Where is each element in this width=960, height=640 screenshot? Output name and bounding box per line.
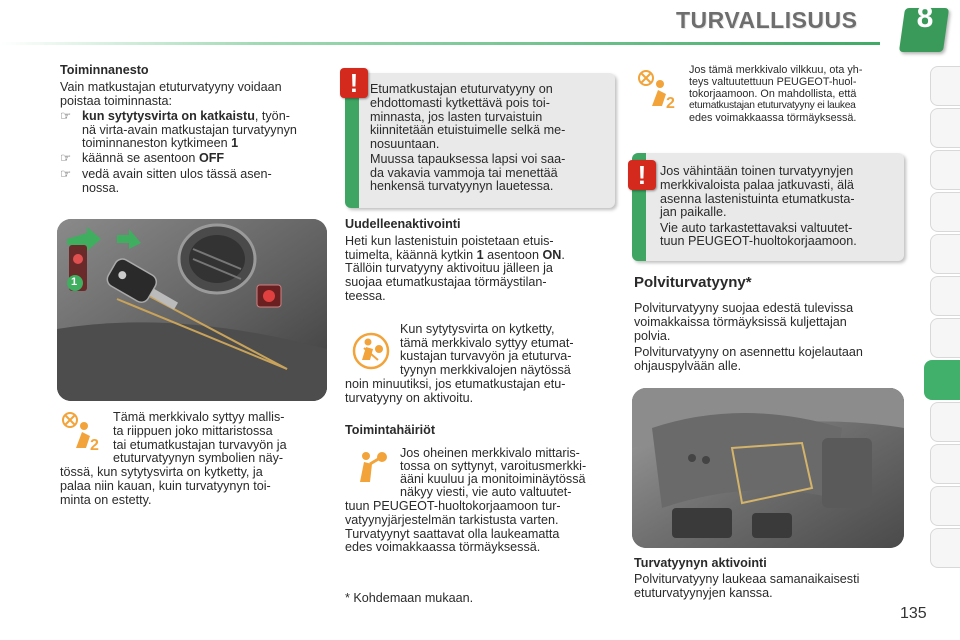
footnote: * Kohdemaan mukaan. <box>345 591 474 605</box>
airbag-fault-icon <box>352 448 392 492</box>
side-tab-active[interactable] <box>924 360 960 400</box>
warning-line: Vie auto tarkastettavaksi valtuutet- <box>660 221 853 235</box>
pointing-hand-icon: ☞ <box>60 109 72 123</box>
chapter-number: 8 <box>916 1 934 34</box>
body-line: suojaa etumatkustajaa törmäystilan- <box>345 275 547 289</box>
side-tab[interactable] <box>930 108 960 148</box>
body-line: etuturvatyynyjen kanssa. <box>634 586 773 600</box>
blink-text-line: tokorjaamoon. On mahdollista, että <box>689 88 857 100</box>
side-tab[interactable] <box>930 318 960 358</box>
bullet-text: nossa. <box>82 181 120 195</box>
fault-text-line: ääni kuuluu ja monitoiminäytössä <box>400 472 586 486</box>
lamp-text-line: tössä, kun sytytysvirta on kytketty, ja <box>60 465 263 479</box>
seatbelt-airbag-icon <box>350 330 392 376</box>
blink-text-line: etumatkustajan etuturvatyyny ei laukea <box>689 100 856 111</box>
intro-line: poistaa toiminnasta: <box>60 94 173 108</box>
blink-text-line: edes voimakkaassa törmäyksessä. <box>689 112 857 124</box>
blink-text-line: teys valtuutettuun PEUGEOT-huol- <box>689 76 857 88</box>
warning-line: da vakavia vammoja tai menettää <box>370 166 558 180</box>
svg-text:2: 2 <box>666 95 675 112</box>
fault-text-line: vatyynyjärjestelmän tarkistusta varten. <box>345 513 559 527</box>
warning-line: jan paikalle. <box>660 205 727 219</box>
photo-illustration <box>57 219 327 401</box>
lamp-text-line: Kun sytytysvirta on kytketty, <box>400 322 555 336</box>
body-line: polvia. <box>634 329 671 343</box>
warning-line: asenna lastenistuinta etumatkusta- <box>660 192 855 206</box>
warning-line: Jos vähintään toinen turvatyynyjen <box>660 164 854 178</box>
chapter-title: TURVALLISUUS <box>676 7 858 33</box>
fault-text-line: edes voimakkaassa törmäyksessä. <box>345 540 541 554</box>
section-heading: Toimintahäiriöt <box>345 423 436 437</box>
callout-number: 1 <box>71 276 78 288</box>
intro-line: Vain matkustajan etuturvatyyny voidaan <box>60 80 282 94</box>
side-tab[interactable] <box>930 444 960 484</box>
side-tab[interactable] <box>930 66 960 106</box>
lamp-text-line: tai etumatkustajan turvavyön ja <box>113 438 287 452</box>
pointing-hand-icon: ☞ <box>60 167 72 181</box>
warning-line: ehdottomasti kytkettävä pois toi- <box>370 96 550 110</box>
photo-illustration <box>632 388 904 548</box>
bullet-text: nä virta-avain matkustajan turvatyynyn <box>82 123 297 137</box>
warning-line: Muussa tapauksessa lapsi voi saa- <box>370 152 566 166</box>
fault-text-line: näkyy viesti, vie auto valtuutet- <box>400 485 572 499</box>
page-number: 135 <box>900 605 927 622</box>
bullet-bold: kun sytytysvirta on katkaistu <box>82 109 255 123</box>
side-tab[interactable] <box>930 486 960 526</box>
fault-text-line: tuun PEUGEOT-huoltokorjaamoon tur- <box>345 499 561 513</box>
side-tab[interactable] <box>930 192 960 232</box>
warning-exclamation-icon: ! <box>340 68 368 98</box>
warning-line: Etumatkustajan etuturvatyyny on <box>370 82 553 96</box>
warning-line: minnasta, jos lasten turvaistuin <box>370 110 543 124</box>
bullet-bold: OFF <box>198 151 225 165</box>
blink-text-line: Jos tämä merkkivalo vilkkuu, ota yh- <box>689 64 863 76</box>
body-line: Polviturvatyyny laukeaa samanaikaisesti <box>634 572 860 586</box>
airbag-off-icon <box>60 410 104 458</box>
side-tab[interactable] <box>930 150 960 190</box>
section-heading: Turvatyynyn aktivointi <box>634 556 767 570</box>
side-tab[interactable] <box>930 402 960 442</box>
lamp-text-line: Tämä merkkivalo syttyy mallis- <box>113 410 285 424</box>
pointing-hand-icon: ☞ <box>60 151 72 165</box>
fault-text-line: Turvatyynyt saattavat olla laukeamatta <box>345 527 560 541</box>
lamp-text-line: turvatyyny on aktivoitu. <box>345 391 474 405</box>
knee-airbag-photo <box>632 388 904 548</box>
body-line: Polviturvatyyny suojaa edestä tulevissa <box>634 301 854 315</box>
dashboard-switch-photo <box>57 219 327 401</box>
lamp-text-line: palaa niin kauan, kuin turvatyynyn toi- <box>60 479 271 493</box>
body-line: tuimelta, käännä kytkin 1 asentoon ON. <box>345 248 565 262</box>
bullet-item <box>60 110 328 124</box>
svg-text:2: 2 <box>90 437 99 454</box>
lamp-text-line: etuturvatyynyn symbolien näy- <box>113 451 284 465</box>
airbag-off-icon <box>636 68 680 116</box>
side-tab[interactable] <box>930 234 960 274</box>
section-heading: Toiminnanesto <box>60 63 149 77</box>
body-line: teessa. <box>345 289 386 303</box>
lamp-text-line: ta riippuen joko mittaristossa <box>113 424 273 438</box>
side-tab[interactable] <box>930 528 960 568</box>
warning-line: tuun PEUGEOT-huoltokorjaamoon. <box>660 234 857 248</box>
bullet-text: , työn- <box>254 109 290 123</box>
warning-line: henkensä turvatyynyn lauetessa. <box>370 179 554 193</box>
header-rule <box>0 42 880 45</box>
body-line: Heti kun lastenistuin poistetaan etuis- <box>345 234 554 248</box>
body-line: ohjauspylvään alle. <box>634 359 742 373</box>
lamp-text-line: tämä merkkivalo syttyy etumat- <box>400 336 574 350</box>
warning-line: merkkivaloista palaa jatkuvasti, älä <box>660 178 854 192</box>
bullet-text: käännä se asentoon <box>82 151 199 165</box>
section-heading: Polviturvatyyny* <box>634 274 752 291</box>
side-tab[interactable] <box>930 276 960 316</box>
lamp-text-line: tyynyn merkkivalojen näytössä <box>400 363 571 377</box>
lamp-text-line: kustajan turvavyön ja etuturva- <box>400 349 572 363</box>
bullet-item <box>60 167 272 182</box>
section-heading: Uudelleenaktivointi <box>345 217 461 231</box>
fault-text-line: Jos oheinen merkkivalo mittaris- <box>400 446 580 460</box>
warning-line: nosuuntaan. <box>370 137 440 151</box>
lamp-text-line: noin minuutiksi, jos etumatkustajan etu- <box>345 377 566 391</box>
body-line: Tällöin turvatyyny aktivoituu jälleen ja <box>345 261 553 275</box>
body-line: Polviturvatyyny on asennettu kojelautaan <box>634 345 863 359</box>
bullet-item <box>60 151 225 166</box>
bullet-text: vedä avain sitten ulos tässä asen- <box>82 167 272 181</box>
warning-exclamation-icon: ! <box>628 160 656 190</box>
lamp-text-line: minta on estetty. <box>60 493 152 507</box>
body-line: voimakkaissa törmäyksissä kuljettajan <box>634 315 847 329</box>
bullet-text: toiminnaneston kytkimeen 1 <box>82 136 239 150</box>
fault-text-line: tossa on syttynyt, varoitusmerkki- <box>400 459 587 473</box>
warning-line: kiinnitetään etuistuimelle selkä me- <box>370 123 566 137</box>
